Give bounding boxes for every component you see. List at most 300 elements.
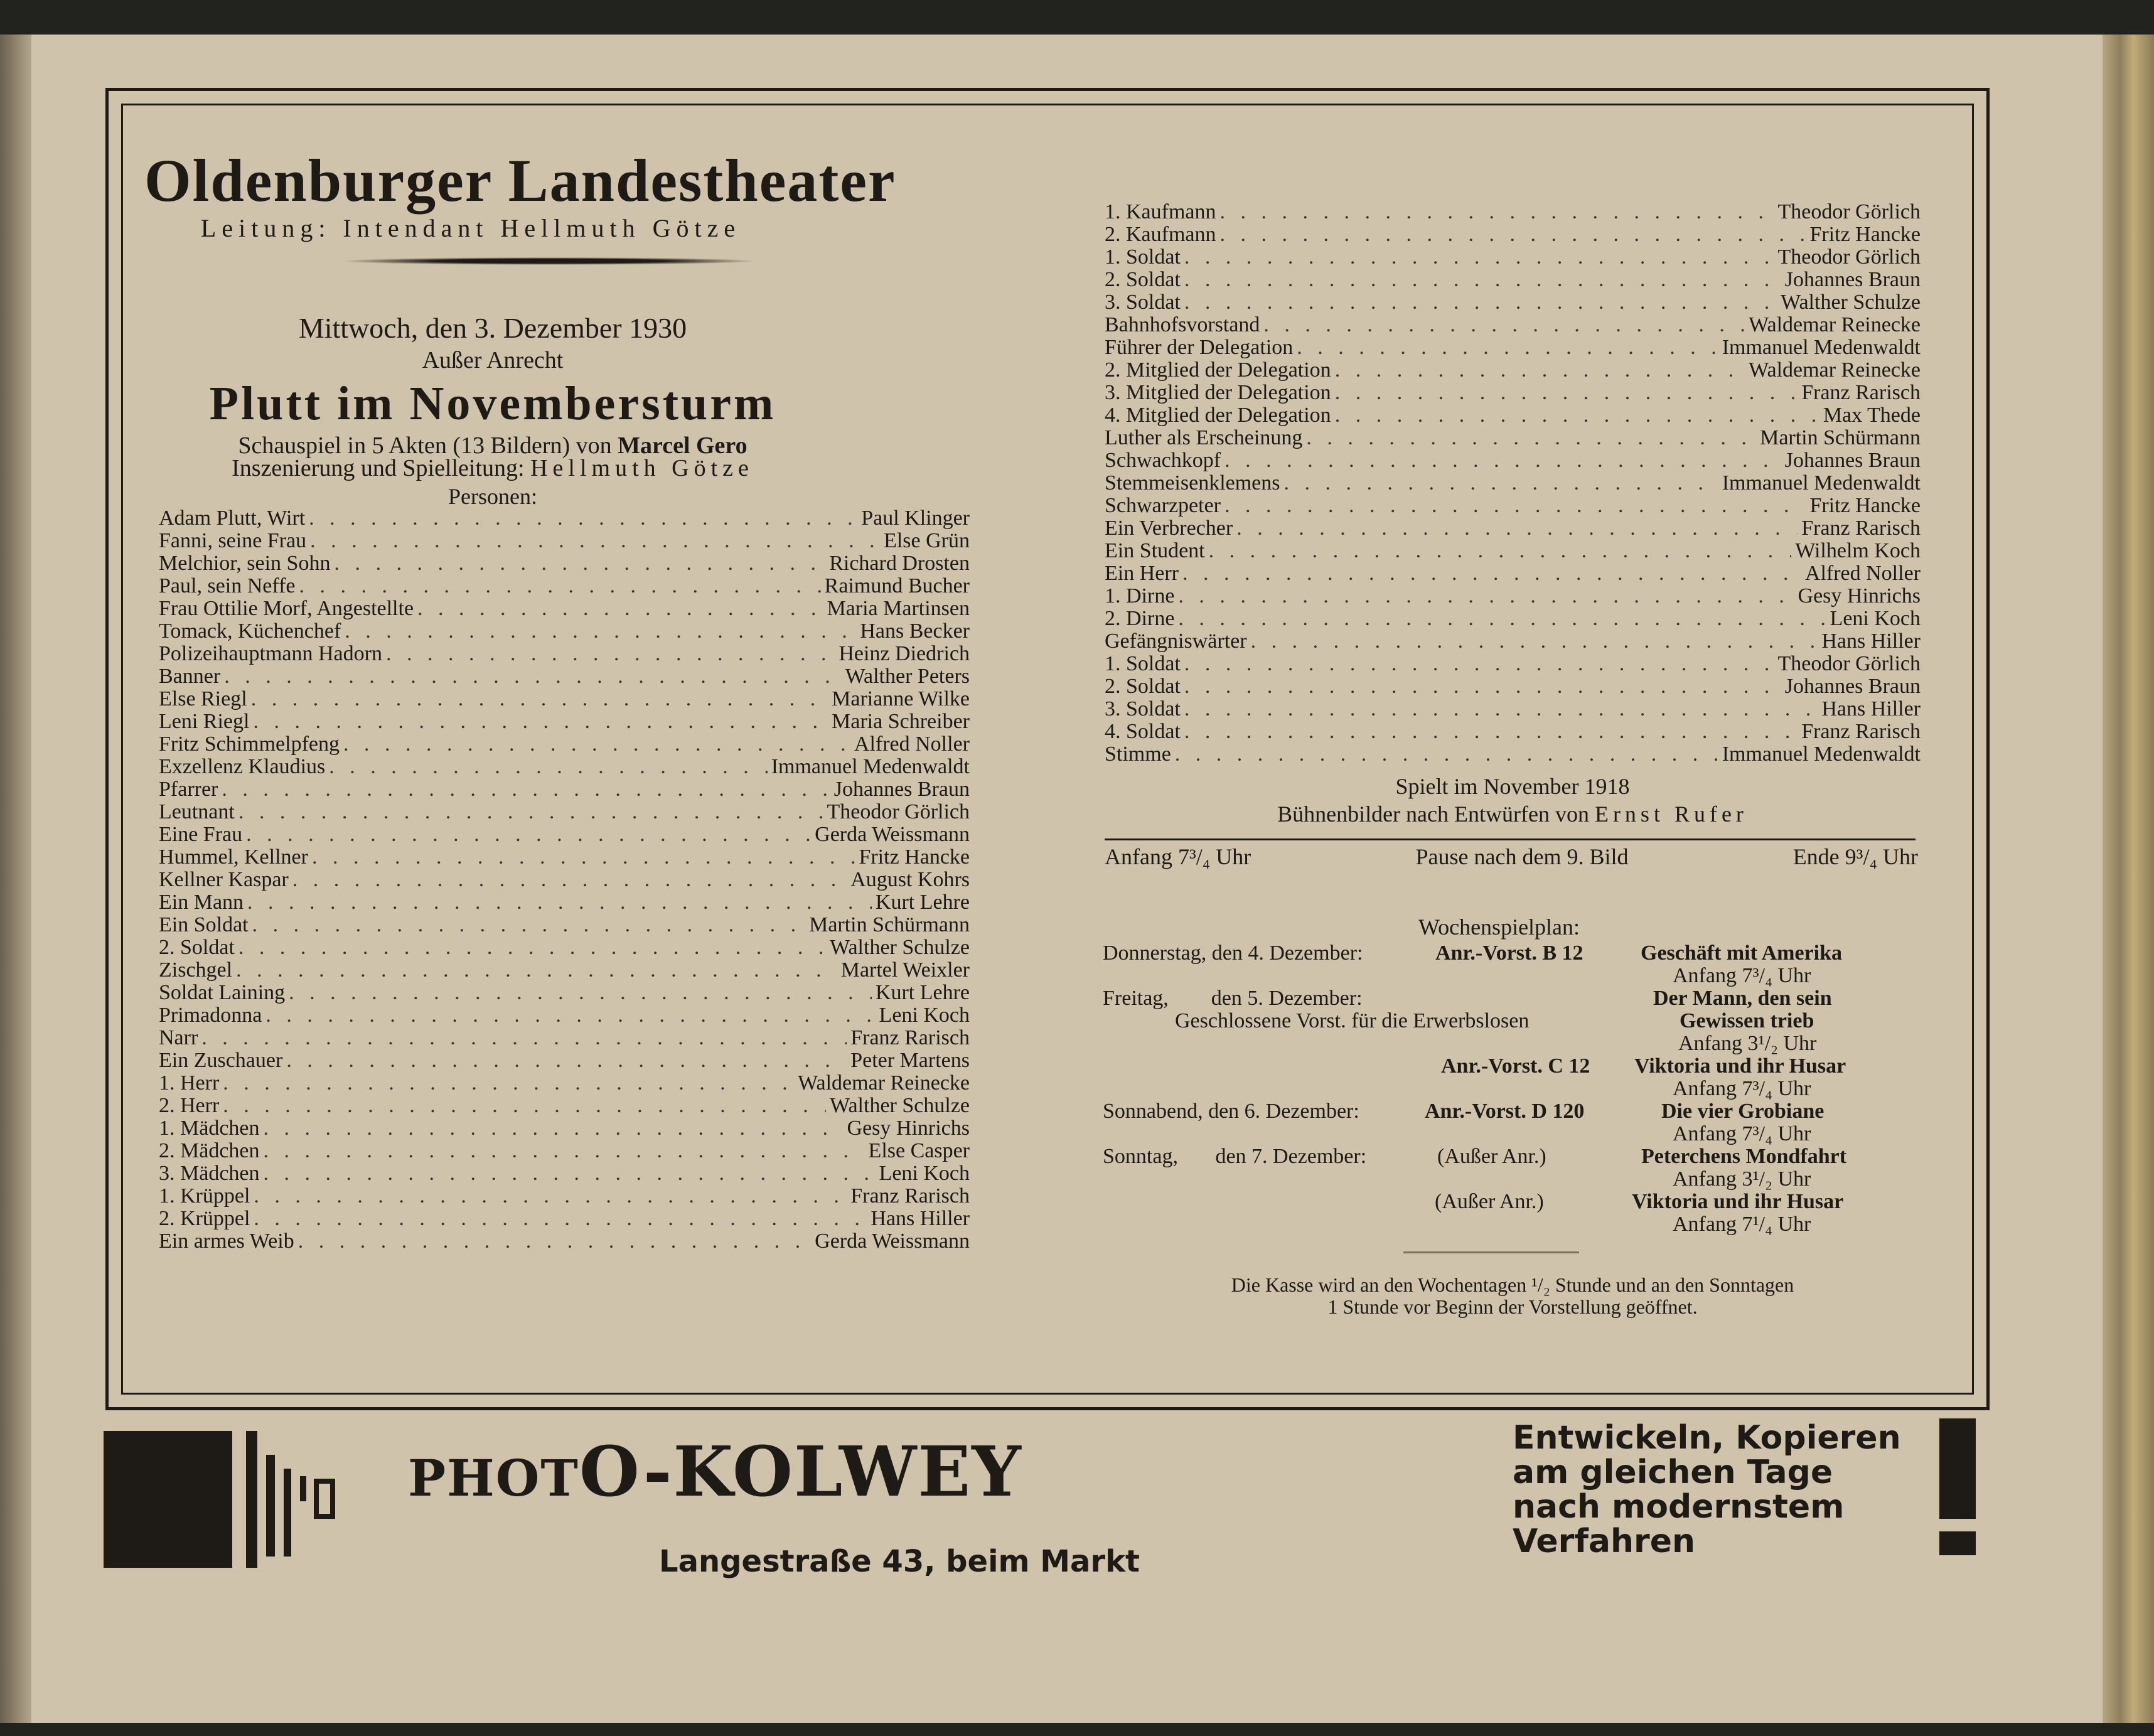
cast-role: Polizeihauptmann Hadorn <box>159 642 382 665</box>
dot-leader <box>223 1095 826 1117</box>
cast-actor: Immanuel Medenwaldt <box>1722 742 1921 766</box>
dot-leader <box>224 665 841 688</box>
dot-leader <box>1297 336 1718 359</box>
dot-leader <box>289 982 872 1004</box>
dot-leader <box>1182 562 1801 585</box>
ausser-anrecht: Außer Anrecht <box>422 347 564 373</box>
cast-role: Luther als Erscheinung <box>1105 426 1303 449</box>
cast-row <box>1105 675 1921 698</box>
dot-leader <box>1175 743 1718 766</box>
dot-leader <box>386 643 835 665</box>
cast-role: Leutnant <box>159 800 235 823</box>
cast-actor: Leni Koch <box>879 1162 970 1185</box>
cast-row <box>159 530 970 552</box>
cast-role: 2. Kaufmann <box>1105 223 1216 246</box>
cast-actor: Theodor Görlich <box>1777 200 1921 223</box>
ad-slogan-line-1: Entwickeln, Kopieren <box>1513 1419 1901 1457</box>
cast-row <box>159 801 970 823</box>
cast-role: Führer der Delegation <box>1105 336 1294 359</box>
cast-row <box>1105 585 1921 608</box>
cast-role: 3. Mädchen <box>159 1162 260 1185</box>
cast-actor: Walther Schulze <box>830 1094 970 1117</box>
cast-actor: Paul Klinger <box>861 506 970 530</box>
cast-row <box>1105 359 1921 382</box>
cast-role: 4. Soldat <box>1105 720 1181 743</box>
cast-role: Paul, sein Neffe <box>159 574 296 597</box>
dot-leader <box>298 1230 811 1253</box>
box-office-line-2: 1 Stunde vor Beginn der Vorstellung geöffnet. <box>1327 1295 1698 1318</box>
cast-actor: Johannes Braun <box>1784 675 1921 698</box>
cast-row <box>1105 540 1921 562</box>
schedule-vorst-sunday: (Außer Anr.) <box>1437 1145 1546 1168</box>
schedule-play-friday-evening: Viktoria und ihr Husar <box>1634 1054 1846 1078</box>
photo-kolwey-logo <box>408 1431 1022 1513</box>
dot-leader <box>286 1049 847 1072</box>
dot-leader <box>1335 359 1745 382</box>
cast-actor: Johannes Braun <box>1784 449 1921 472</box>
ad-logo-bar-1 <box>246 1431 257 1568</box>
cast-actor: Else Grün <box>884 529 970 552</box>
setting-note: Spielt im November 1918 <box>1395 774 1630 799</box>
cast-row <box>1105 449 1921 472</box>
cast-role: 2. Mädchen <box>159 1139 260 1162</box>
ad-slogan <box>1513 1421 1901 1559</box>
cast-actor: Fritz Hancke <box>1809 223 1921 246</box>
cast-role: Bahnhofsvorstand <box>1105 313 1260 336</box>
dot-leader <box>254 1185 847 1208</box>
cast-actor: Kurt Lehre <box>875 981 970 1004</box>
cast-actor: Wilhelm Koch <box>1795 539 1921 562</box>
schedule-day-sunday: Sonntag, den 7. Dezember: <box>1103 1145 1367 1168</box>
exclamation-mark-bar <box>1939 1418 1976 1519</box>
cast-actor: Franz Rarisch <box>1801 381 1921 404</box>
cast-actor: Hans Hiller <box>1821 697 1921 721</box>
cast-actor: Theodor Görlich <box>1777 652 1921 675</box>
dot-leader <box>310 530 880 552</box>
box-office-note <box>1105 1274 1921 1318</box>
schedule-day-friday: Freitag, den 5. Dezember: <box>1103 987 1363 1010</box>
cast-actor: Hans Hiller <box>1821 630 1921 653</box>
dot-leader <box>312 846 855 869</box>
cast-actor: Hans Hiller <box>871 1207 970 1230</box>
cast-role: 2. Mitglied der Delegation <box>1105 358 1331 382</box>
dot-leader <box>246 823 811 846</box>
dot-leader <box>1251 630 1818 653</box>
cast-row <box>159 507 970 530</box>
photo-prefix: PHOT <box>408 1449 579 1508</box>
cast-row <box>159 914 970 936</box>
dot-leader <box>264 1140 865 1162</box>
dot-leader <box>236 959 837 982</box>
cast-actor: Johannes Braun <box>1784 268 1921 291</box>
dot-leader <box>1178 608 1826 630</box>
schedule-play-friday-1: Der Mann, den sein <box>1653 987 1832 1010</box>
schedule-vorst-saturday: Anr.-Vorst. D 120 <box>1425 1100 1585 1123</box>
cast-row <box>1105 382 1921 404</box>
dot-leader <box>1284 472 1718 495</box>
dot-leader <box>253 710 828 733</box>
cast-actor: Waldemar Reinecke <box>1749 313 1921 336</box>
cast-row <box>159 597 970 620</box>
ad-slogan-line-3: nach modernstem <box>1513 1488 1845 1526</box>
cast-actor: Maria Martinsen <box>827 597 970 620</box>
cast-actor: Else Casper <box>868 1139 970 1162</box>
dot-leader <box>1236 517 1798 540</box>
dot-leader <box>222 778 830 801</box>
dot-leader <box>1209 540 1792 562</box>
cast-actor: Peter Martens <box>850 1049 970 1072</box>
cast-role: 4. Mitglied der Delegation <box>1105 404 1331 427</box>
dot-leader <box>1184 246 1774 269</box>
cast-actor: Franz Rarisch <box>850 1026 970 1049</box>
dot-leader <box>309 507 857 530</box>
cast-actor: Leni Koch <box>1830 607 1921 630</box>
cast-actor: Gerda Weissmann <box>815 823 970 846</box>
cast-role: 2. Krüppel <box>159 1207 250 1230</box>
stage-designer: Ernst Rufer <box>1594 801 1748 827</box>
cast-role: Ein Herr <box>1105 562 1179 585</box>
cast-role: Primadonna <box>159 1004 262 1027</box>
cast-role: 1. Soldat <box>1105 245 1181 269</box>
ad-logo-block <box>104 1431 232 1568</box>
dot-leader <box>329 756 767 778</box>
dot-leader <box>254 1208 867 1230</box>
cast-role: Pfarrer <box>159 778 218 801</box>
dot-leader <box>1224 495 1806 517</box>
cast-role: 3. Mitglied der Delegation <box>1105 381 1331 404</box>
dot-leader <box>1335 404 1819 427</box>
cast-role: Stemmeisenklemens <box>1105 471 1280 495</box>
dot-leader <box>1184 291 1777 314</box>
dot-leader <box>238 801 823 823</box>
dot-leader <box>264 1117 844 1140</box>
cast-role: Ein armes Weib <box>159 1230 294 1253</box>
cast-actor: Immanuel Medenwaldt <box>771 755 970 778</box>
cast-actor: Theodor Görlich <box>827 800 970 823</box>
cast-role: Ein Student <box>1105 539 1205 562</box>
cast-actor: Waldemar Reinecke <box>1749 358 1921 382</box>
cast-actor: Alfred Noller <box>854 732 970 756</box>
cast-row <box>159 688 970 710</box>
schedule-play-sunday: Peterchens Mondfahrt <box>1641 1145 1847 1168</box>
cast-role: Tomack, Küchenchef <box>159 619 341 643</box>
stage-design-label: Bühnenbilder nach Entwürfen von <box>1277 801 1595 827</box>
stage-design-note <box>1105 801 1921 827</box>
small-divider <box>1403 1251 1579 1253</box>
book-spine <box>0 35 31 1723</box>
cast-role: 3. Soldat <box>1105 291 1181 314</box>
cast-row <box>1105 743 1921 766</box>
cast-actor: Walther Schulze <box>830 936 970 959</box>
ad-slogan-line-2: am gleichen Tage <box>1513 1454 1833 1491</box>
schedule-vorst-friday-evening: Anr.-Vorst. C 12 <box>1441 1054 1590 1078</box>
cast-row <box>1105 223 1921 246</box>
schedule-play-saturday: Die vier Grobiane <box>1661 1100 1824 1123</box>
cast-actor: Alfred Noller <box>1804 562 1921 585</box>
cast-actor: Martel Weixler <box>840 958 970 982</box>
cast-row <box>1105 721 1921 743</box>
cast-row <box>1105 291 1921 314</box>
cast-row <box>159 823 970 846</box>
cast-actor: Gerda Weissmann <box>815 1230 970 1253</box>
exclamation-mark-dot <box>1939 1531 1976 1555</box>
direction-line <box>144 454 841 482</box>
cast-list-left <box>159 507 970 1253</box>
cast-row <box>1105 608 1921 630</box>
cast-actor: Max Thede <box>1823 404 1921 427</box>
cast-actor: Gesy Hinrichs <box>1798 584 1921 608</box>
dot-leader <box>1263 314 1745 336</box>
cast-row <box>159 778 970 801</box>
dot-leader <box>334 552 825 575</box>
cast-role: 3. Soldat <box>1105 697 1181 721</box>
start-time: Anfang 7³/₄ Uhr <box>1105 844 1251 869</box>
dot-leader <box>417 597 823 620</box>
schedule-time-friday: Anfang 3¹/₂ Uhr <box>1678 1032 1817 1055</box>
cast-actor: Leni Koch <box>879 1004 970 1027</box>
dot-leader <box>265 1004 875 1027</box>
cast-role: 1. Soldat <box>1105 652 1181 675</box>
schedule-play-sunday-evening: Viktoria und ihr Husar <box>1632 1190 1844 1213</box>
dot-leader <box>345 620 856 643</box>
cast-actor: Richard Drosten <box>829 552 970 575</box>
cast-role: Ein Mann <box>159 891 244 914</box>
cast-role: Adam Plutt, Wirt <box>159 506 306 530</box>
cast-role: Fanni, seine Frau <box>159 529 307 552</box>
cast-actor: Fritz Hancke <box>1809 494 1921 517</box>
cast-role: Else Riegl <box>159 687 247 710</box>
cast-role: 1. Herr <box>159 1071 220 1095</box>
weekly-schedule-heading: Wochenspielplan: <box>1418 914 1580 940</box>
dot-leader <box>201 1027 847 1049</box>
cast-actor: Franz Rarisch <box>1801 517 1921 540</box>
dot-leader <box>1184 721 1798 743</box>
cast-role: Schwarzpeter <box>1105 494 1221 517</box>
cast-row <box>1105 201 1921 223</box>
cast-row <box>1105 336 1921 359</box>
cast-role: 1. Krüppel <box>159 1184 250 1208</box>
pause-note: Pause nach dem 9. Bild <box>1415 844 1629 869</box>
cast-role: Hummel, Kellner <box>159 845 308 869</box>
cast-actor: Heinz Diedrich <box>839 642 970 665</box>
cast-role: Eine Frau <box>159 823 243 846</box>
dot-leader <box>1184 698 1818 721</box>
cast-actor: Walther Schulze <box>1781 291 1921 314</box>
cast-row <box>159 1140 970 1162</box>
cast-actor: Kurt Lehre <box>875 891 970 914</box>
page-edges <box>2103 35 2154 1723</box>
cast-row <box>159 552 970 575</box>
performance-date: Mittwoch, den 3. Dezember 1930 <box>298 312 687 344</box>
cast-role: 1. Mädchen <box>159 1117 260 1140</box>
cast-role: 2. Soldat <box>1105 268 1181 291</box>
schedule-note-friday: Geschlossene Vorst. für die Erwerbslosen <box>1175 1009 1530 1032</box>
cast-row <box>159 1208 970 1230</box>
cast-row <box>159 1230 970 1253</box>
cast-actor: Martin Schürmann <box>1760 426 1921 449</box>
author-name: Marcel Gero <box>618 432 747 459</box>
cast-role: Stimme <box>1105 742 1171 766</box>
cast-role: Soldat Laining <box>159 981 286 1004</box>
dot-leader <box>1178 585 1794 608</box>
cast-role: Banner <box>159 665 221 688</box>
cast-actor: Raimund Bucher <box>824 574 970 597</box>
schedule-play-friday-2: Gewissen trieb <box>1680 1009 1814 1032</box>
cast-row <box>1105 246 1921 269</box>
cast-row <box>159 733 970 756</box>
cast-role: 2. Dirne <box>1105 607 1175 630</box>
cast-row <box>1105 698 1921 721</box>
cast-row <box>159 936 970 959</box>
cast-row <box>1105 269 1921 291</box>
schedule-time-thursday: Anfang 7³/₄ Uhr <box>1673 964 1811 987</box>
cast-row <box>159 643 970 665</box>
cast-actor: Fritz Hancke <box>859 845 970 869</box>
cast-actor: August Kohrs <box>850 868 970 891</box>
cast-actor: Gesy Hinrichs <box>847 1117 970 1140</box>
cast-row <box>159 891 970 914</box>
kolwey-name: O-KOLWEY <box>579 1431 1022 1512</box>
cast-role: Ein Verbrecher <box>1105 517 1233 540</box>
cast-actor: Franz Rarisch <box>850 1184 970 1208</box>
dot-leader <box>1306 427 1756 449</box>
regie-name: Hellmuth Götze <box>530 455 754 481</box>
cast-list-right <box>1105 201 1921 766</box>
cast-role: Zischgel <box>159 958 233 982</box>
dot-leader <box>251 688 828 710</box>
cast-role: Ein Soldat <box>159 913 249 936</box>
schedule-vorst-sunday-evening: (Außer Anr.) <box>1435 1190 1544 1213</box>
cast-row <box>1105 472 1921 495</box>
cast-row <box>1105 517 1921 540</box>
cast-role: 2. Soldat <box>1105 675 1181 698</box>
cast-row <box>159 1095 970 1117</box>
box-office-line-1: Die Kasse wird an den Wochentagen ¹/₂ Stunde und an den Sonntagen <box>1231 1273 1794 1296</box>
time-row <box>1105 844 1918 870</box>
ad-logo-bar-2 <box>266 1455 275 1557</box>
schedule-time-saturday: Anfang 7³/₄ Uhr <box>1673 1122 1811 1145</box>
dot-leader <box>223 1072 794 1095</box>
cast-row <box>159 959 970 982</box>
cast-actor: Theodor Görlich <box>1777 245 1921 269</box>
schedule-time-sunday-evening: Anfang 7¹/₄ Uhr <box>1673 1213 1811 1236</box>
cast-row <box>159 1117 970 1140</box>
dot-leader <box>247 891 872 914</box>
leitung-line: Leitung: Intendant Hellmuth Götze <box>200 214 741 242</box>
cast-role: Frau Ottilie Morf, Angestellte <box>159 597 414 620</box>
cast-row <box>1105 404 1921 427</box>
dot-leader <box>1224 449 1781 472</box>
dot-leader <box>1184 269 1781 291</box>
schedule-time-sunday: Anfang 3¹/₂ Uhr <box>1673 1167 1811 1191</box>
cast-row <box>1105 562 1921 585</box>
cast-role: Narr <box>159 1026 198 1049</box>
schedule-vorst-thursday: Anr.-Vorst. B 12 <box>1435 941 1583 965</box>
cast-row <box>159 710 970 733</box>
cast-role: Leni Riegl <box>159 710 250 733</box>
schedule-day-saturday: Sonnabend, den 6. Dezember: <box>1103 1100 1359 1123</box>
cast-row <box>159 1049 970 1072</box>
play-title: Plutt im Novembersturm <box>209 377 776 430</box>
cast-row <box>1105 630 1921 653</box>
end-time: Ende 9³/₄ Uhr <box>1792 844 1918 869</box>
cast-role: 1. Kaufmann <box>1105 200 1216 223</box>
cast-row <box>159 665 970 688</box>
cast-role: Melchior, sein Sohn <box>159 552 331 575</box>
cast-row <box>159 575 970 597</box>
cast-actor: Hans Becker <box>860 619 970 643</box>
cast-role: 2. Herr <box>159 1094 220 1117</box>
cast-row <box>159 846 970 869</box>
dot-leader <box>1184 653 1774 675</box>
schedule-play-thursday: Geschäft mit Amerika <box>1641 941 1843 965</box>
regie-label: Inszenierung und Spielleitung: <box>232 455 531 481</box>
ad-logo-bar-4 <box>300 1476 306 1501</box>
cast-row <box>1105 427 1921 449</box>
dot-leader <box>292 869 847 891</box>
cast-actor: Immanuel Medenwaldt <box>1722 471 1921 495</box>
dot-leader <box>343 733 850 756</box>
cast-role: Fritz Schimmelpfeng <box>159 732 340 756</box>
divider-rule <box>1105 839 1916 840</box>
cast-role: 2. Soldat <box>159 936 235 959</box>
cast-role: Ein Zuschauer <box>159 1049 283 1072</box>
dot-leader <box>1220 223 1806 246</box>
subtitle-text: Schauspiel in 5 Akten (13 Bildern) von <box>238 432 618 459</box>
ad-address: Langestraße 43, beim Markt <box>659 1544 1140 1579</box>
cast-role: Gefängniswärter <box>1105 630 1247 653</box>
ornamental-rule <box>345 257 753 265</box>
dot-leader <box>1184 675 1781 698</box>
cast-role: 1. Dirne <box>1105 584 1175 608</box>
dot-leader <box>1220 201 1774 223</box>
cast-row <box>159 1027 970 1049</box>
cast-row <box>1105 653 1921 675</box>
cast-row <box>159 1004 970 1027</box>
cast-role: Kellner Kaspar <box>159 868 289 891</box>
schedule-time-friday-evening: Anfang 7³/₄ Uhr <box>1673 1077 1811 1100</box>
cast-actor: Franz Rarisch <box>1801 720 1921 743</box>
cast-actor: Maria Schreiber <box>832 710 970 733</box>
cast-actor: Marianne Wilke <box>832 687 970 710</box>
cast-row <box>159 1072 970 1095</box>
cast-actor: Immanuel Medenwaldt <box>1722 336 1921 359</box>
cast-role: Schwachkopf <box>1105 449 1221 472</box>
dot-leader <box>238 936 826 959</box>
cast-row <box>159 1162 970 1185</box>
cast-row <box>159 620 970 643</box>
ad-logo-bar-3 <box>284 1469 291 1557</box>
personen-heading: Personen: <box>448 484 537 509</box>
cast-row <box>1105 314 1921 336</box>
dot-leader <box>264 1162 876 1185</box>
dot-leader <box>1335 382 1798 404</box>
cast-role: Exzellenz Klaudius <box>159 755 326 778</box>
cast-actor: Martin Schürmann <box>809 913 970 936</box>
dot-leader <box>299 575 820 597</box>
cast-row <box>159 869 970 891</box>
ad-slogan-line-4: Verfahren <box>1513 1523 1695 1560</box>
cast-actor: Walther Peters <box>845 665 970 688</box>
cast-row <box>159 756 970 778</box>
schedule-day-thursday: Donnerstag, den 4. Dezember: <box>1103 941 1363 965</box>
cast-actor: Waldemar Reinecke <box>798 1071 970 1095</box>
cast-row <box>1105 495 1921 517</box>
cast-row <box>159 982 970 1004</box>
ad-logo-bracket <box>314 1479 335 1519</box>
dot-leader <box>252 914 805 936</box>
theater-title: Oldenburger Landestheater <box>144 147 896 214</box>
